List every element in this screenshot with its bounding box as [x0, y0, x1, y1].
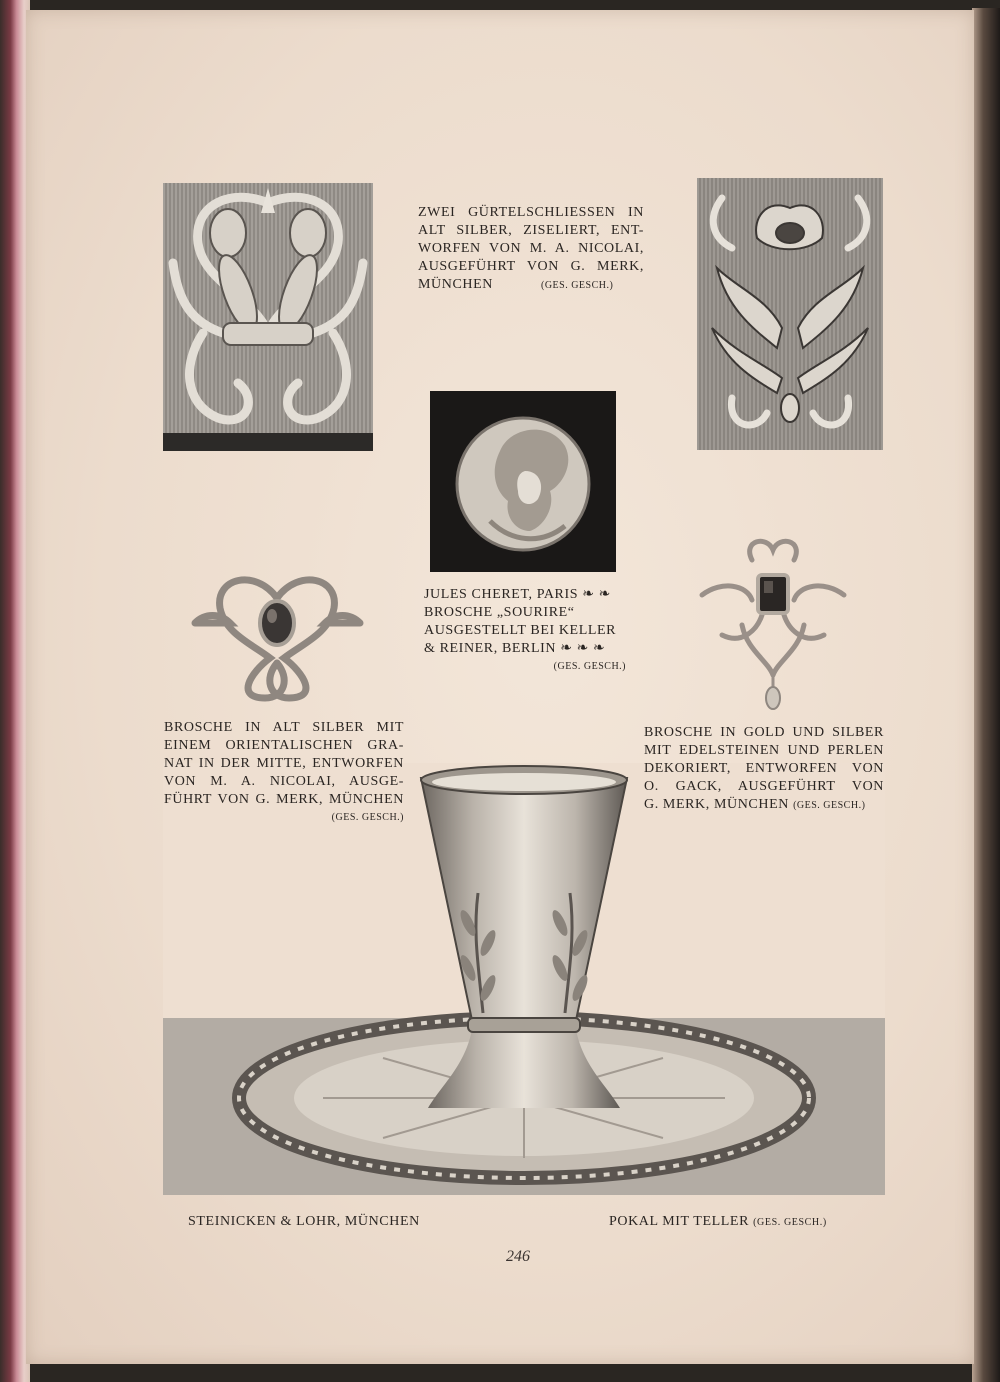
caption-line: JULES CHERET, PARIS ❧ ❧	[424, 587, 612, 602]
caption-sourire-brooch	[424, 586, 634, 676]
caption-line: AUSGEFÜHRT VON G. MERK,	[418, 259, 644, 274]
caption-line: VON M. A. NICOLAI, AUSGE-	[164, 774, 404, 789]
caption-goblet: POKAL MIT TELLER (GES. GESCH.)	[609, 1214, 827, 1229]
caption-line: NAT IN DER MITTE, ENTWORFEN	[164, 756, 404, 771]
caption-line: BROSCHE IN ALT SILBER MIT	[164, 720, 404, 735]
caption-line: O. GACK, AUSGEFÜHRT VON	[644, 779, 884, 794]
caption-maker: STEINICKEN & LOHR, MÜNCHEN	[188, 1214, 420, 1229]
belt-buckle-right-image	[697, 178, 883, 450]
caption-line: ZWEI GÜRTELSCHLIESSEN IN	[418, 205, 644, 220]
book-right-edge	[972, 8, 1000, 1382]
caption-line: BROSCHE „SOURIRE“	[424, 605, 575, 620]
caption-line: WORFEN VON M. A. NICOLAI,	[418, 241, 644, 256]
caption-line: EINEM ORIENTALISCHEN GRA-	[164, 738, 404, 753]
caption-belt-buckles	[418, 204, 644, 295]
caption-line: DEKORIERT, ENTWORFEN VON	[644, 761, 884, 776]
caption-silver-brooch	[164, 719, 404, 827]
caption-line: ALT SILBER, ZISELIERT, ENT-	[418, 223, 644, 238]
caption-note: (GES. GESCH.)	[331, 812, 404, 823]
caption-line: BROSCHE IN GOLD UND SILBER	[644, 725, 884, 740]
sourire-brooch-image	[430, 391, 616, 572]
caption-line: AUSGESTELLT BEI KELLER	[424, 623, 617, 638]
silver-brooch-image	[190, 568, 365, 703]
belt-buckle-left-image	[163, 183, 373, 451]
gold-brooch-image	[692, 535, 854, 715]
caption-note: (GES. GESCH.)	[793, 800, 866, 811]
caption-line: & REINER, BERLIN ❧ ❧ ❧	[424, 641, 606, 656]
caption-line: G. MERK, MÜNCHEN	[644, 797, 789, 812]
caption-line: FÜHRT VON G. MERK, MÜNCHEN	[164, 792, 404, 807]
caption-line: MÜNCHEN	[418, 277, 493, 292]
caption-note: (GES. GESCH.)	[553, 661, 626, 672]
caption-gold-brooch	[644, 724, 884, 815]
goblet-with-plate-image	[163, 763, 885, 1195]
caption-note: (GES. GESCH.)	[540, 280, 614, 291]
caption-note: (GES. GESCH.)	[753, 1217, 827, 1228]
caption-line: MIT EDELSTEINEN UND PERLEN	[644, 743, 884, 758]
page-number: 246	[506, 1248, 530, 1265]
